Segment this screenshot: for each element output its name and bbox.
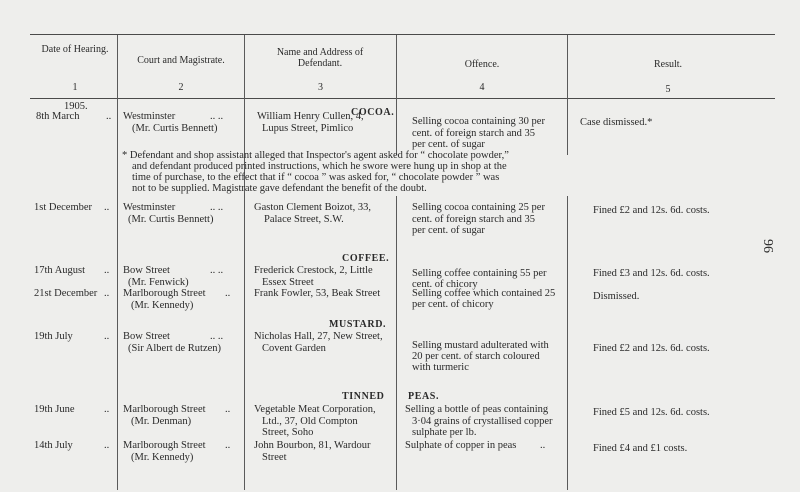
offence-line: Selling cocoa containing 25 per bbox=[412, 202, 545, 213]
offence-line: per cent. of sugar bbox=[412, 139, 485, 150]
defendant-address: Lupus Street, Pimlico bbox=[262, 123, 354, 134]
offence-line: Selling coffee which contained 25 bbox=[412, 288, 556, 299]
defendant-name: William Henry Cullen, 4, bbox=[257, 111, 364, 122]
leader-dots: .. bbox=[225, 440, 231, 451]
section-mustard: MUSTARD. bbox=[329, 319, 387, 330]
offence-line: Selling cocoa containing 30 per bbox=[412, 116, 545, 127]
column-divider bbox=[117, 35, 118, 490]
defendant-name: Vegetable Meat Corporation, bbox=[254, 404, 376, 415]
result: Fined £2 and 12s. 6d. costs. bbox=[593, 343, 710, 354]
defendant-address: Palace Street, S.W. bbox=[264, 214, 344, 225]
header-offence: Offence. bbox=[464, 59, 500, 70]
magistrate: (Mr. Fenwick) bbox=[128, 277, 189, 288]
top-rule bbox=[30, 34, 775, 35]
section-tinned: TINNED bbox=[342, 391, 385, 402]
leader-dots: .. bbox=[540, 440, 546, 451]
defendant-address: Ltd., 37, Old Compton bbox=[262, 416, 358, 427]
hearing-date: 8th March bbox=[36, 111, 80, 122]
defendant-address: Covent Garden bbox=[262, 343, 326, 354]
leader-dots: .. bbox=[104, 288, 110, 299]
column-number: 1 bbox=[72, 82, 78, 93]
offence-line: Selling a bottle of peas containing bbox=[405, 404, 549, 415]
leader-dots: .. bbox=[104, 440, 110, 451]
section-peas: PEAS. bbox=[408, 391, 440, 402]
offence-line: per cent. of chicory bbox=[412, 299, 494, 310]
court-name: Bow Street bbox=[123, 265, 170, 276]
header-result: Result. bbox=[653, 59, 683, 70]
leader-dots: .. .. bbox=[210, 111, 224, 122]
defendant-address: Street bbox=[262, 452, 287, 463]
leader-dots: .. .. bbox=[210, 265, 224, 276]
hearing-date: 21st December bbox=[34, 288, 98, 299]
hearing-date: 1st December bbox=[34, 202, 93, 213]
magistrate: (Mr. Kennedy) bbox=[131, 452, 194, 463]
offence-line: sulphate per lb. bbox=[412, 427, 477, 438]
offence-line: Selling coffee containing 55 per bbox=[412, 268, 547, 279]
court-name: Bow Street bbox=[123, 331, 170, 342]
column-divider bbox=[396, 35, 397, 155]
magistrate: (Mr. Curtis Bennett) bbox=[128, 214, 214, 225]
court-name: Marlborough Street bbox=[123, 440, 206, 451]
court-name: Marlborough Street bbox=[123, 288, 206, 299]
column-number: 4 bbox=[479, 82, 485, 93]
leader-dots: .. bbox=[104, 202, 110, 213]
column-number: 2 bbox=[178, 82, 184, 93]
column-divider bbox=[244, 35, 245, 490]
header-name: Name and Address of Defendant. bbox=[276, 47, 364, 69]
footnote-line: not to be supplied. Magistrate gave defendant the benefit of the doubt. bbox=[132, 183, 427, 194]
footnote-line: and defendant produced printed instructions, which he swore were hung up in shop at the bbox=[132, 161, 507, 172]
magistrate: (Sir Albert de Rutzen) bbox=[128, 343, 222, 354]
section-cocoa: COCOA. bbox=[351, 107, 395, 118]
year-label: 1905. bbox=[64, 101, 88, 112]
defendant-name: Gaston Clement Boizot, 33, bbox=[254, 202, 371, 213]
leader-dots: .. bbox=[225, 404, 231, 415]
leader-dots: .. bbox=[104, 404, 110, 415]
column-number: 5 bbox=[665, 84, 671, 95]
leader-dots: .. bbox=[106, 111, 112, 122]
offence-line: per cent. of sugar bbox=[412, 225, 485, 236]
result: Dismissed. bbox=[593, 291, 640, 302]
hearing-date: 14th July bbox=[34, 440, 73, 451]
magistrate: (Mr. Curtis Bennett) bbox=[132, 123, 218, 134]
header-rule bbox=[30, 98, 775, 99]
result: Fined £2 and 12s. 6d. costs. bbox=[593, 205, 710, 216]
column-divider bbox=[396, 196, 397, 490]
leader-dots: .. .. bbox=[210, 202, 224, 213]
hearing-date: 19th July bbox=[34, 331, 73, 342]
defendant-name: Nicholas Hall, 27, New Street, bbox=[254, 331, 383, 342]
offence-line: 3·04 grains of crystallised copper bbox=[412, 416, 553, 427]
court-name: Marlborough Street bbox=[123, 404, 206, 415]
result: Fined £4 and £1 costs. bbox=[593, 443, 688, 454]
defendant-name: Frederick Crestock, 2, Little bbox=[254, 265, 373, 276]
defendant-address: Essex Street bbox=[262, 277, 314, 288]
magistrate: (Mr. Kennedy) bbox=[131, 300, 194, 311]
offence-line: 20 per cent. of starch coloured bbox=[412, 351, 540, 362]
offence-line: Sulphate of copper in peas bbox=[405, 440, 517, 451]
offence-line: cent. of chicory bbox=[412, 279, 478, 290]
footnote-line: * Defendant and shop assistant alleged that Inspector's agent asked for “ chocolate powder,” bbox=[122, 150, 509, 161]
court-name: Westminster bbox=[123, 202, 176, 213]
section-coffee: COFFEE. bbox=[342, 253, 390, 264]
result: Case dismissed.* bbox=[580, 117, 653, 128]
leader-dots: .. bbox=[104, 331, 110, 342]
column-divider bbox=[567, 35, 568, 155]
leader-dots: .. .. bbox=[210, 331, 224, 342]
defendant-name: John Bourbon, 81, Wardour bbox=[254, 440, 371, 451]
defendant-address: Street, Soho bbox=[262, 427, 314, 438]
header-court: Court and Magistrate. bbox=[137, 55, 225, 66]
footnote-line: time of purchase, to the effect that if “ cocoa ” was asked for, “ chocolate powder ” was bbox=[132, 172, 500, 183]
leader-dots: .. bbox=[104, 265, 110, 276]
column-number: 3 bbox=[318, 82, 323, 93]
column-divider bbox=[567, 196, 568, 490]
hearing-date: 19th June bbox=[34, 404, 75, 415]
defendant-name: Frank Fowler, 53, Beak Street bbox=[254, 288, 381, 299]
offence-line: Selling mustard adulterated with bbox=[412, 340, 549, 351]
offence-line: cent. of foreign starch and 35 bbox=[412, 128, 536, 139]
offence-line: cent. of foreign starch and 35 bbox=[412, 214, 536, 225]
leader-dots: .. bbox=[225, 288, 231, 299]
page-number: 96 bbox=[760, 239, 775, 253]
magistrate: (Mr. Denman) bbox=[131, 416, 192, 427]
result: Fined £3 and 12s. 6d. costs. bbox=[593, 268, 710, 279]
result: Fined £5 and 12s. 6d. costs. bbox=[593, 407, 710, 418]
header-date: Date of Hearing. bbox=[41, 44, 109, 55]
offence-line: with turmeric bbox=[412, 362, 469, 373]
hearing-date: 17th August bbox=[34, 265, 86, 276]
court-name: Westminster bbox=[123, 111, 176, 122]
